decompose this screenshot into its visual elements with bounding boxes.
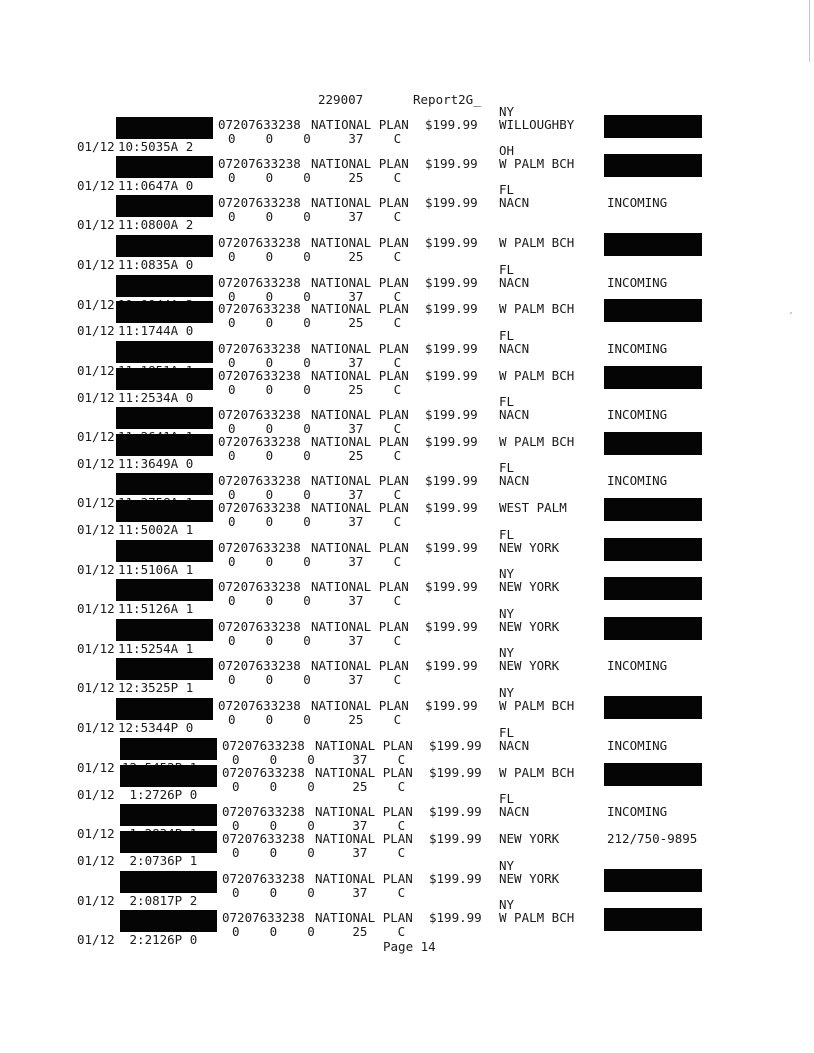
redaction-bar (116, 500, 213, 522)
record-date: 01/12 (77, 601, 115, 616)
record-time: 11:3649A 0 (118, 456, 194, 471)
redaction-bar (116, 117, 213, 139)
record-city: NACN (499, 195, 530, 210)
record-state: NY (499, 858, 515, 873)
redaction-bar (116, 235, 213, 257)
record-date: 01/12 (77, 680, 115, 695)
record-city: NACN (499, 275, 530, 290)
redaction-bar-right (604, 617, 702, 640)
record-state: NY (499, 104, 515, 119)
redaction-bar (116, 619, 213, 641)
record-time: 11:5106A 1 (118, 562, 194, 577)
redaction-bar (120, 871, 217, 893)
record-number: 07207633238 (222, 738, 305, 753)
record-quantities: 0 0 0 25 C (228, 249, 402, 264)
record-city: W PALM BCH (499, 910, 575, 925)
record-quantities: 0 0 0 37 C (228, 209, 402, 224)
header-report-name: Report2G_ (413, 92, 481, 107)
record-amount: $199.99 (425, 698, 478, 713)
record-number: 07207633238 (218, 540, 301, 555)
record-city: W PALM BCH (499, 698, 575, 713)
record-city: NACN (499, 407, 530, 422)
record-description: NATIONAL PLAN (311, 368, 409, 383)
record-city: NEW YORK (499, 619, 560, 634)
record-quantities: 0 0 0 37 C (232, 845, 406, 860)
record-number: 07207633238 (218, 368, 301, 383)
record-city: WILLOUGHBY (499, 117, 575, 132)
record-city: NEW YORK (499, 658, 560, 673)
record-date: 01/12 (77, 495, 115, 510)
record-amount: $199.99 (425, 407, 478, 422)
record-description: NATIONAL PLAN (315, 910, 413, 925)
record-time: 11:5254A 1 (118, 641, 194, 656)
record-state: OH (499, 143, 515, 158)
record-note: INCOMING (607, 407, 668, 422)
record-time: 12:3525P 1 (118, 680, 194, 695)
record-city: NACN (499, 804, 530, 819)
scan-edge-line (809, 0, 810, 62)
record-number: 07207633238 (222, 910, 305, 925)
record-amount: $199.99 (425, 658, 478, 673)
record-date: 01/12 (77, 522, 115, 537)
record-state: NY (499, 566, 515, 581)
record-time: 10:5035A 2 (118, 139, 194, 154)
record-quantities: 0 0 0 37 C (232, 885, 406, 900)
record-description: NATIONAL PLAN (311, 341, 409, 356)
record-time: 11:0647A 0 (118, 178, 194, 193)
record-description: NATIONAL PLAN (315, 765, 413, 780)
redaction-bar-right (604, 432, 702, 455)
record-quantities: 0 0 0 25 C (228, 170, 402, 185)
record-number: 07207633238 (218, 235, 301, 250)
record-number: 07207633238 (222, 831, 305, 846)
record-description: NATIONAL PLAN (315, 804, 413, 819)
record-number: 07207633238 (218, 407, 301, 422)
redaction-bar (116, 341, 213, 363)
record-date: 01/12 (77, 257, 115, 272)
page-number: Page 14 (383, 939, 436, 954)
redaction-bar (120, 738, 217, 760)
redaction-bar (116, 698, 213, 720)
record-description: NATIONAL PLAN (315, 738, 413, 753)
record-state: FL (499, 394, 515, 409)
record-number: 07207633238 (218, 698, 301, 713)
record-description: NATIONAL PLAN (315, 871, 413, 886)
record-number: 07207633238 (222, 871, 305, 886)
record-date: 01/12 (77, 641, 115, 656)
record-number: 07207633238 (218, 341, 301, 356)
record-amount: $199.99 (425, 195, 478, 210)
record-description: NATIONAL PLAN (311, 407, 409, 422)
record-description: NATIONAL PLAN (311, 658, 409, 673)
header-doc-id: 229007 (318, 92, 364, 107)
record-description: NATIONAL PLAN (311, 473, 409, 488)
record-amount: $199.99 (429, 804, 482, 819)
record-description: NATIONAL PLAN (311, 195, 409, 210)
record-quantities: 0 0 0 25 C (228, 712, 402, 727)
record-quantities: 0 0 0 37 C (228, 593, 402, 608)
record-quantities: 0 0 0 37 C (232, 818, 406, 833)
redaction-bar (116, 540, 213, 562)
redaction-bar (116, 434, 213, 456)
record-city: NEW YORK (499, 579, 560, 594)
record-date: 01/12 (77, 893, 115, 908)
redaction-bar-right (604, 538, 702, 561)
redaction-bar (116, 301, 213, 323)
record-number: 07207633238 (218, 117, 301, 132)
record-note: INCOMING (607, 658, 668, 673)
record-state: NY (499, 606, 515, 621)
record-amount: $199.99 (429, 871, 482, 886)
record-number: 07207633238 (218, 195, 301, 210)
record-date: 01/12 (77, 720, 115, 735)
record-amount: $199.99 (425, 619, 478, 634)
record-quantities: 0 0 0 25 C (228, 315, 402, 330)
record-city: W PALM BCH (499, 765, 575, 780)
record-state: FL (499, 725, 515, 740)
record-amount: $199.99 (425, 500, 478, 515)
record-city: W PALM BCH (499, 235, 575, 250)
record-city: W PALM BCH (499, 368, 575, 383)
redaction-bar (116, 407, 213, 429)
record-description: NATIONAL PLAN (311, 117, 409, 132)
record-description: NATIONAL PLAN (311, 579, 409, 594)
record-quantities: 0 0 0 37 C (228, 514, 402, 529)
record-amount: $199.99 (429, 910, 482, 925)
record-number: 07207633238 (218, 301, 301, 316)
record-date: 01/12 (77, 456, 115, 471)
record-date: 01/12 (77, 390, 115, 405)
redaction-bar-right (604, 154, 702, 177)
record-date: 01/12 (77, 363, 115, 378)
record-time: 1:2726P 0 (122, 787, 198, 802)
record-amount: $199.99 (425, 434, 478, 449)
record-description: NATIONAL PLAN (311, 235, 409, 250)
record-quantities: 0 0 0 37 C (228, 289, 402, 304)
redaction-bar (120, 831, 217, 853)
record-number: 07207633238 (218, 473, 301, 488)
record-time: 2:0736P 1 (122, 853, 198, 868)
record-time: 2:0817P 2 (122, 893, 198, 908)
record-amount: $199.99 (425, 156, 478, 171)
record-state: NY (499, 685, 515, 700)
record-quantities: 0 0 0 25 C (228, 382, 402, 397)
record-amount: $199.99 (429, 738, 482, 753)
record-city: NACN (499, 341, 530, 356)
record-number: 07207633238 (218, 500, 301, 515)
record-number: 07207633238 (218, 275, 301, 290)
redaction-bar (116, 579, 213, 601)
record-amount: $199.99 (425, 275, 478, 290)
record-city: W PALM BCH (499, 301, 575, 316)
record-city: W PALM BCH (499, 156, 575, 171)
record-time: 11:0800A 2 (118, 217, 194, 232)
redaction-bar-right (604, 366, 702, 389)
record-note: INCOMING (607, 275, 668, 290)
record-description: NATIONAL PLAN (311, 434, 409, 449)
record-note: INCOMING (607, 195, 668, 210)
record-city: WEST PALM (499, 500, 567, 515)
record-number: 07207633238 (222, 765, 305, 780)
redaction-bar-right (604, 233, 702, 256)
record-number: 07207633238 (218, 434, 301, 449)
record-state: FL (499, 527, 515, 542)
record-date: 01/12 (77, 562, 115, 577)
record-city: NACN (499, 473, 530, 488)
record-date: 01/12 (77, 760, 115, 775)
record-amount: $199.99 (425, 540, 478, 555)
record-quantities: 0 0 0 37 C (228, 355, 402, 370)
record-description: NATIONAL PLAN (311, 540, 409, 555)
record-description: NATIONAL PLAN (311, 275, 409, 290)
record-note: INCOMING (607, 738, 668, 753)
record-quantities: 0 0 0 37 C (228, 131, 402, 146)
record-state: FL (499, 182, 515, 197)
record-date: 01/12 (77, 178, 115, 193)
record-quantities: 0 0 0 37 C (228, 421, 402, 436)
record-quantities: 0 0 0 25 C (228, 448, 402, 463)
redaction-bar-right (604, 299, 702, 322)
record-description: NATIONAL PLAN (315, 831, 413, 846)
record-state: FL (499, 460, 515, 475)
record-quantities: 0 0 0 25 C (232, 779, 406, 794)
record-date: 01/12 (77, 826, 115, 841)
record-date: 01/12 (77, 217, 115, 232)
record-state: FL (499, 328, 515, 343)
record-description: NATIONAL PLAN (311, 156, 409, 171)
scan-speck (790, 312, 792, 314)
redaction-bar (116, 156, 213, 178)
redaction-bar-right (604, 577, 702, 600)
record-amount: $199.99 (425, 235, 478, 250)
record-date: 01/12 (77, 932, 115, 947)
record-quantities: 0 0 0 37 C (232, 752, 406, 767)
record-time: 11:2534A 0 (118, 390, 194, 405)
record-city: NEW YORK (499, 540, 560, 555)
record-description: NATIONAL PLAN (311, 301, 409, 316)
redaction-bar-right (604, 115, 702, 138)
record-state: NY (499, 645, 515, 660)
redaction-bar (116, 195, 213, 217)
record-number: 07207633238 (218, 156, 301, 171)
record-number: 07207633238 (218, 579, 301, 594)
record-note: INCOMING (607, 473, 668, 488)
record-quantities: 0 0 0 37 C (228, 554, 402, 569)
redaction-bar-right (604, 498, 702, 521)
redaction-bar-right (604, 696, 702, 719)
record-time: 11:5002A 1 (118, 522, 194, 537)
record-date: 01/12 (77, 853, 115, 868)
record-description: NATIONAL PLAN (311, 500, 409, 515)
record-time: 11:0835A 0 (118, 257, 194, 272)
record-quantities: 0 0 0 37 C (228, 672, 402, 687)
record-number: 07207633238 (218, 658, 301, 673)
record-amount: $199.99 (429, 831, 482, 846)
record-amount: $199.99 (425, 301, 478, 316)
record-state: FL (499, 791, 515, 806)
record-amount: $199.99 (425, 579, 478, 594)
record-number: 07207633238 (218, 619, 301, 634)
record-note: INCOMING (607, 804, 668, 819)
redaction-bar-right (604, 869, 702, 892)
record-date: 01/12 (77, 429, 115, 444)
redaction-bar (116, 275, 213, 297)
redaction-bar (120, 765, 217, 787)
record-date: 01/12 (77, 787, 115, 802)
redaction-bar (116, 368, 213, 390)
record-amount: $199.99 (425, 341, 478, 356)
record-time: 12:5344P 0 (118, 720, 194, 735)
record-amount: $199.99 (425, 473, 478, 488)
record-description: NATIONAL PLAN (311, 698, 409, 713)
record-note: 212/750-9895 (607, 831, 698, 846)
record-date: 01/12 (77, 297, 115, 312)
record-quantities: 0 0 0 25 C (232, 924, 406, 939)
record-amount: $199.99 (425, 117, 478, 132)
record-description: NATIONAL PLAN (311, 619, 409, 634)
record-date: 01/12 (77, 323, 115, 338)
redaction-bar (116, 473, 213, 495)
redaction-bar (116, 658, 213, 680)
redaction-bar-right (604, 908, 702, 931)
record-note: INCOMING (607, 341, 668, 356)
redaction-bar-right (604, 763, 702, 786)
record-date: 01/12 (77, 139, 115, 154)
redaction-bar (120, 804, 217, 826)
record-quantities: 0 0 0 37 C (228, 487, 402, 502)
record-state: FL (499, 262, 515, 277)
record-city: W PALM BCH (499, 434, 575, 449)
record-time: 11:1744A 0 (118, 323, 194, 338)
record-time: 11:5126A 1 (118, 601, 194, 616)
record-amount: $199.99 (429, 765, 482, 780)
record-city: NACN (499, 738, 530, 753)
record-state: NY (499, 897, 515, 912)
record-city: NEW YORK (499, 871, 560, 886)
record-number: 07207633238 (222, 804, 305, 819)
record-time: 2:2126P 0 (122, 932, 198, 947)
redaction-bar (120, 910, 217, 932)
record-quantities: 0 0 0 37 C (228, 633, 402, 648)
record-city: NEW YORK (499, 831, 560, 846)
record-amount: $199.99 (425, 368, 478, 383)
